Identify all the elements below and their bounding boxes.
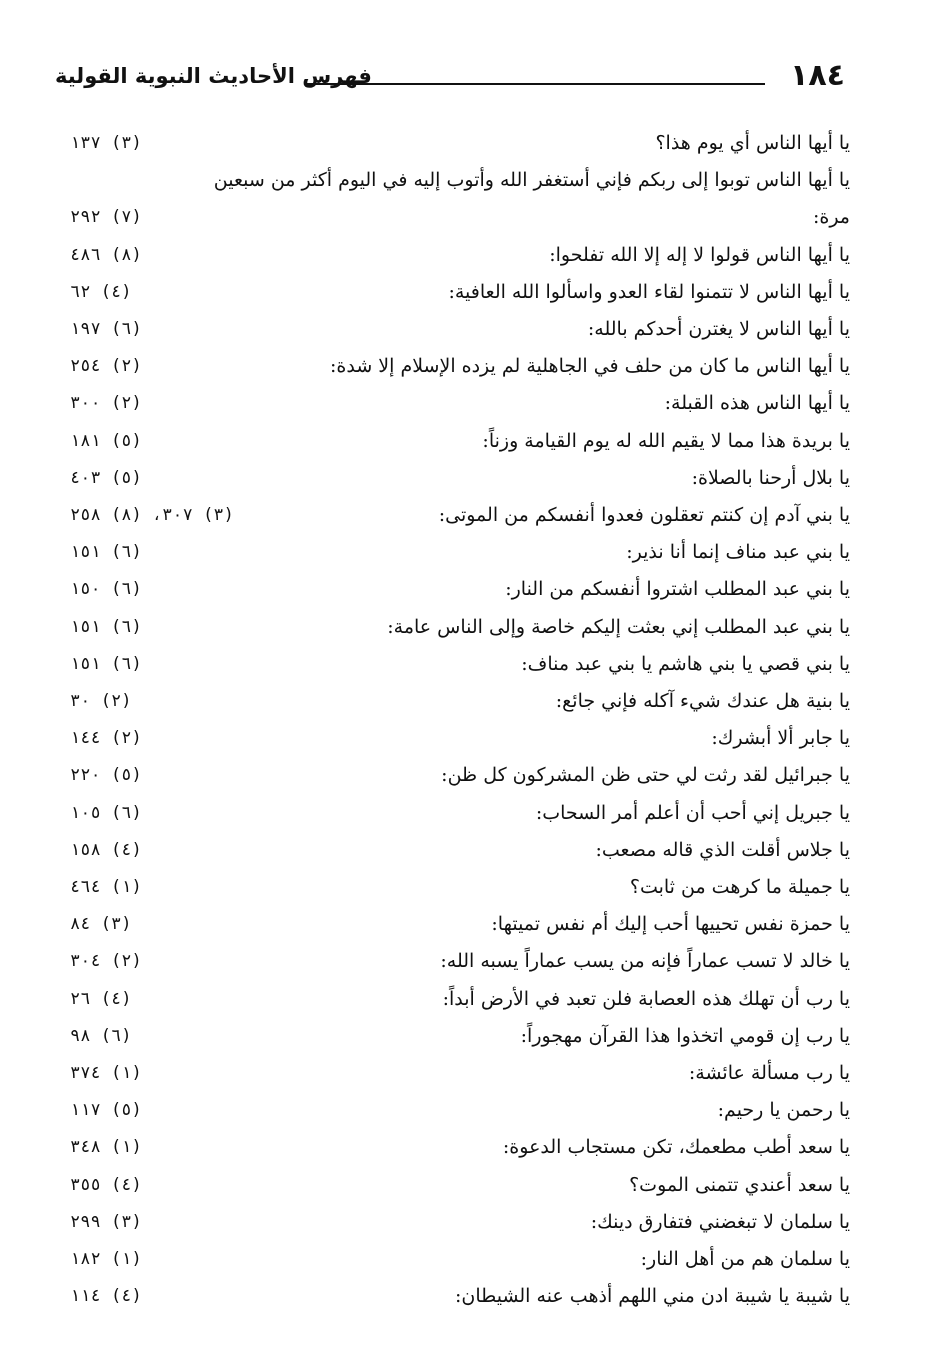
hadith-reference: (٦) ١٥١: [70, 616, 142, 637]
hadith-reference: (٦) ٩٨: [70, 1025, 132, 1046]
index-entry: [70, 1278, 850, 1315]
hadith-reference: (٤) ١٥٨: [70, 839, 142, 860]
index-entry: [70, 534, 850, 571]
hadith-reference: (٥) ١١٧: [70, 1100, 142, 1121]
page-title: فهرس الأحاديث النبوية القولية: [55, 64, 372, 88]
index-entry: [70, 1018, 850, 1055]
hadith-text: يا سعد أطب مطعمك، تكن مستجاب الدعوة:: [502, 1136, 850, 1159]
hadith-reference: (٢) ٣٠٠: [70, 393, 142, 414]
index-entry: [70, 348, 850, 385]
index-entry: [70, 1167, 850, 1204]
hadith-text: يا أيها الناس لا تتمنوا لقاء العدو واسألوا الله العافية:: [448, 280, 850, 303]
hadith-text: يا أيها الناس ما كان من حلف في الجاهلية لم يزده الإسلام إلا شدة:: [330, 355, 850, 378]
hadith-text: يا حمزة نفس تحييها أحب إليك أم نفس تميتها:: [491, 913, 850, 936]
hadith-reference: (٣) ٨٤: [70, 914, 132, 935]
index-entry: [70, 906, 850, 943]
hadith-reference: (٦) ١٩٧: [70, 319, 142, 340]
header-rule: [305, 83, 765, 85]
index-entry: [70, 497, 850, 534]
hadith-reference: (٧) ٢٩٢: [70, 207, 142, 228]
hadith-reference: (٣) ١٣٧: [70, 133, 142, 153]
hadith-text: يا شيبة يا شيبة ادن مني اللهم أذهب عنه الشيطان:: [454, 1285, 850, 1308]
hadith-text: يا جميلة ما كرهت من ثابت؟: [629, 876, 850, 899]
index-entry: [70, 385, 850, 422]
hadith-text: يا خالد لا تسب عماراً فإنه من يسب عماراً يسبه الله:: [440, 950, 850, 973]
index-entry: [70, 757, 850, 794]
page-number: ١٨٤: [790, 58, 845, 93]
hadith-reference: (٢) ٣٠٤: [70, 951, 142, 972]
hadith-reference: (٤) ١١٤: [70, 1286, 142, 1307]
index-entry: [70, 795, 850, 832]
index-entry: [70, 1092, 850, 1129]
hadith-text: يا أيها الناس لا يغترن أحدكم بالله:: [587, 318, 850, 341]
index-entry: [70, 869, 850, 906]
hadith-reference: (٥) ١٨١: [70, 430, 142, 451]
hadith-reference: (٨) ٤٨٦: [70, 244, 142, 265]
hadith-reference: (٣) ٢٩٩: [70, 1211, 142, 1232]
index-entry: [70, 460, 850, 497]
hadith-reference: (٢) ١٤٤: [70, 728, 142, 749]
hadith-text: يا رحمن يا رحيم:: [717, 1099, 850, 1122]
hadith-text: يا رب مسألة عائشة:: [688, 1062, 850, 1085]
hadith-text: يا بنية هل عندك شيء آكله فإني جائع:: [555, 690, 850, 713]
hadith-text: يا سلمان لا تبغضني فتفارق دينك:: [590, 1210, 850, 1233]
index-entry: [70, 720, 850, 757]
index-entry: [70, 423, 850, 460]
hadith-text: يا سعد أعندي تتمنى الموت؟: [629, 1173, 850, 1196]
index-entry: [70, 571, 850, 608]
hadith-text: يا سلمان هم من أهل النار:: [640, 1248, 850, 1271]
index-entry: [70, 646, 850, 683]
index-entry: [70, 311, 850, 348]
hadith-text: يا بني عبد مناف إنما أنا نذير:: [626, 541, 850, 564]
index-entry: [70, 832, 850, 869]
hadith-text: يا أيها الناس قولوا لا إله إلا الله تفلحوا:: [549, 243, 850, 266]
hadith-reference: (٦) ١٠٥: [70, 802, 142, 823]
hadith-reference: (٤) ٢٦: [70, 988, 132, 1009]
hadith-reference: (٦) ١٥١: [70, 542, 142, 563]
hadith-reference: (٢) ٣٠: [70, 691, 132, 712]
hadith-reference: (٥) ٢٢٠: [70, 765, 142, 786]
hadith-reference: (٦) ١٥١: [70, 653, 142, 674]
hadith-text: يا بني عبد المطلب اشتروا أنفسكم من النار:: [505, 578, 850, 601]
index-entry: [70, 1055, 850, 1092]
index-entry: [70, 981, 850, 1018]
index-entry: [70, 609, 850, 646]
hadith-reference: (٥) ٤٠٣: [70, 467, 142, 488]
index-entry: [70, 1129, 850, 1166]
hadith-text: يا بني عبد المطلب إني بعثت إليكم خاصة وإلى الناس عامة:: [387, 615, 850, 638]
hadith-text: يا أيها الناس أي يوم هذا؟: [655, 132, 850, 154]
index-entry: [70, 683, 850, 720]
hadith-text: يا جابر ألا أبشرك:: [711, 727, 850, 750]
index-entry: [70, 1204, 850, 1241]
hadith-text: يا جبرائيل لقد رثت لي حتى ظن المشركون كل ظن:: [441, 764, 850, 787]
index-entry: [70, 162, 850, 236]
hadith-reference: (٣) ٣٠٧، (٨) ٢٥٨: [70, 505, 234, 526]
hadith-reference: (٤) ٦٢: [70, 281, 132, 302]
index-entry: [70, 943, 850, 980]
hadith-text: يا جلاس أقلت الذي قاله مصعب:: [595, 838, 850, 861]
index-entry: [70, 125, 850, 162]
hadith-text: يا بني آدم إن كنتم تعقلون فعدوا أنفسكم من الموتى:: [438, 504, 850, 527]
hadith-text: يا بني قصي يا بني هاشم يا بني عبد مناف:: [521, 652, 850, 675]
index-entry: [70, 274, 850, 311]
index-entry: [70, 237, 850, 274]
hadith-text: يا جبريل إني أحب أن أعلم أمر السحاب:: [535, 801, 850, 824]
hadith-reference: (٤) ٣٥٥: [70, 1174, 142, 1195]
hadith-text: يا بلال أرحنا بالصلاة:: [691, 466, 850, 489]
hadith-index-list: [70, 125, 850, 1316]
page-header: [55, 58, 845, 98]
hadith-text: يا بريدة هذا مما لا يقيم الله له يوم القيامة وزناً:: [482, 429, 850, 452]
hadith-reference: (١) ٣٧٤: [70, 1063, 142, 1084]
hadith-text: يا أيها الناس توبوا إلى ربكم فإني أستغفر الله وأتوب إليه في اليوم أكثر من سبعين مرة:: [213, 169, 850, 229]
hadith-reference: (١) ٣٤٨: [70, 1137, 142, 1158]
hadith-reference: (٢) ٢٥٤: [70, 356, 142, 377]
hadith-text: يا رب أن تهلك هذه العصابة فلن تعبد في الأرض أبداً:: [442, 987, 850, 1010]
index-entry: [70, 1241, 850, 1278]
hadith-reference: (١) ١٨٢: [70, 1249, 142, 1270]
hadith-text: يا رب إن قومي اتخذوا هذا القرآن مهجوراً:: [520, 1024, 850, 1047]
hadith-reference: (١) ٤٦٤: [70, 877, 142, 898]
hadith-reference: (٦) ١٥٠: [70, 579, 142, 600]
hadith-text: يا أيها الناس هذه القبلة:: [664, 392, 850, 415]
